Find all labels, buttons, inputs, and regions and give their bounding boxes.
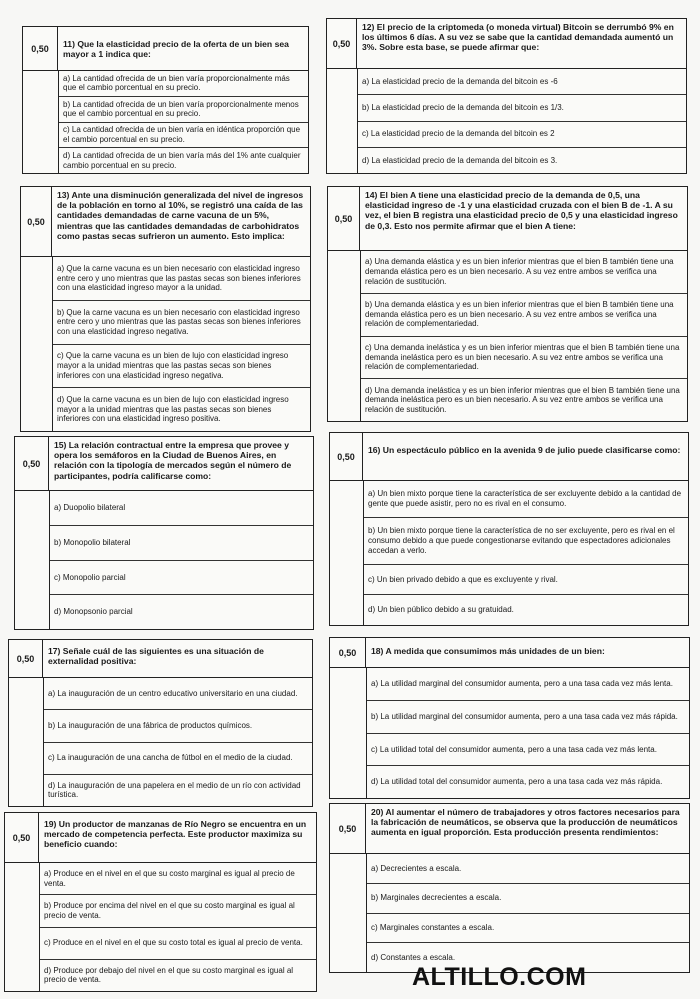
option-text: c) Marginales constantes a escala. bbox=[371, 923, 495, 933]
option-text: d) Produce por debajo del nivel en el que su costo marginal es igual al precio de venta. bbox=[44, 965, 294, 985]
question-text: 17) Señale cuál de las siguientes es una situación de externalidad positiva: bbox=[48, 646, 264, 667]
option-text: d) La elasticidad precio de la demanda del bitcoin es 3. bbox=[362, 155, 558, 165]
question-points: 0,50 bbox=[330, 433, 363, 480]
question-19 bbox=[4, 812, 317, 992]
option-d[interactable] bbox=[40, 959, 316, 991]
question-text: 20) Al aumentar el número de trabajadores y otros factores necesarios para la fabricación de neumáticos, se observa que la producción de neumáticos aumenta en igual proporción. Esta producción presenta rendimientos: bbox=[371, 807, 680, 838]
option-b[interactable] bbox=[59, 96, 308, 122]
option-a[interactable] bbox=[361, 251, 687, 293]
option-text: b) La utilidad marginal del consumidor aumenta, pero a una tasa cada vez más rápida. bbox=[371, 711, 678, 721]
option-text: c) La elasticidad precio de la demanda del bitcoin es 2 bbox=[362, 129, 555, 139]
option-text: b) Produce por encima del nivel en el que su costo marginal es igual al precio de venta. bbox=[44, 901, 295, 920]
option-b[interactable] bbox=[367, 883, 689, 913]
option-text: a) La inauguración de un centro educativo universitario en una ciudad. bbox=[48, 688, 298, 698]
option-b[interactable] bbox=[40, 894, 316, 926]
option-text: b) Marginales decrecientes a escala. bbox=[371, 893, 502, 903]
option-text: d) Monopsonio parcial bbox=[54, 607, 133, 617]
option-d[interactable] bbox=[367, 765, 689, 798]
option-text: c) Que la carne vacuna es un bien de lujo con elasticidad ingreso mayor a la unidad mientras que las pastas secas son bienes inferiores con una elasticidad ingreso negativa. bbox=[57, 351, 289, 380]
option-text: a) La cantidad ofrecida de un bien varía proporcionalmente más que el cambio porcentual en su precio. bbox=[63, 73, 290, 93]
option-text: a) La utilidad marginal del consumidor aumenta, pero a una tasa cada vez más lenta. bbox=[371, 679, 673, 689]
option-text: a) La elasticidad precio de la demanda del bitcoin es -6 bbox=[362, 76, 558, 86]
option-text: d) Constantes a escala. bbox=[371, 952, 456, 962]
option-text: a) Duopolio bilateral bbox=[54, 503, 126, 513]
option-text: d) Un bien público debido a su gratuidad. bbox=[368, 605, 514, 615]
option-d[interactable] bbox=[361, 378, 687, 421]
question-15 bbox=[14, 436, 314, 630]
question-text: 18) A medida que consumimos más unidades de un bien: bbox=[371, 646, 605, 656]
option-text: b) La elasticidad precio de la demanda del bitcoin es 1/3. bbox=[362, 103, 564, 113]
question-points: 0,50 bbox=[15, 437, 49, 490]
question-18 bbox=[329, 637, 690, 799]
option-text: b) La inauguración de una fábrica de productos químicos. bbox=[48, 721, 253, 731]
option-c[interactable] bbox=[40, 927, 316, 959]
question-text: 11) Que la elasticidad precio de la oferta de un bien sea mayor a 1 indica que: bbox=[63, 39, 289, 60]
option-text: c) La inauguración de una cancha de fútbol en el medio de la ciudad. bbox=[48, 753, 293, 763]
option-text: c) Produce en el nivel en el que su costo total es igual al precio de venta. bbox=[44, 938, 303, 948]
option-d[interactable] bbox=[44, 774, 312, 806]
option-c[interactable] bbox=[367, 913, 689, 943]
option-d[interactable] bbox=[59, 147, 308, 173]
question-text: 14) El bien A tiene una elasticidad precio de la demanda de 0,5, una elasticidad ingreso de -1 y una elasticidad cruzada con el bien B de -1. A su vez, el bien B registra una elasticidad precio de 0,5 y una elasticidad ingreso de 0,3. Esto nos permite afirmar que el bien A tiene: bbox=[365, 190, 678, 231]
option-text: c) Un bien privado debido a que es excluyente y rival. bbox=[368, 574, 558, 584]
option-text: a) Una demanda elástica y es un bien inferior mientras que el bien B también tiene una demanda elástica pero es un bien necesario. A su vez entre ambos se verifica una relación de sustitución. bbox=[365, 257, 674, 286]
option-text: d) La inauguración de una papelera en el medio de un río con actividad turística. bbox=[48, 780, 301, 800]
option-c[interactable] bbox=[53, 344, 310, 388]
option-d[interactable] bbox=[358, 147, 686, 173]
question-11 bbox=[22, 26, 309, 174]
option-text: b) Una demanda elástica y es un bien inferior mientras que el bien B también tiene una demanda elástica pero es un bien necesario. A su vez entre ambos se verifica una relación de complementariedad. bbox=[365, 300, 674, 329]
question-text: 13) Ante una disminución generalizada del nivel de ingresos de la población en torno al 10%, se registró una caída de las cantidades demandadas de carne vacuna de un 5%, mientras que las cantidades demandadas de carbohidratos como pastas secas sufrieron un aumento. Esto implica: bbox=[57, 190, 304, 241]
question-points: 0,50 bbox=[23, 27, 58, 70]
option-text: a) Decrecientes a escala. bbox=[371, 863, 462, 873]
question-17 bbox=[8, 639, 313, 807]
question-points: 0,50 bbox=[328, 187, 360, 250]
option-b[interactable] bbox=[364, 517, 688, 564]
question-points: 0,50 bbox=[327, 19, 357, 68]
option-b[interactable] bbox=[358, 94, 686, 120]
option-a[interactable] bbox=[364, 481, 688, 517]
option-a[interactable] bbox=[367, 668, 689, 700]
option-c[interactable] bbox=[367, 733, 689, 766]
option-a[interactable] bbox=[50, 491, 313, 525]
option-c[interactable] bbox=[361, 336, 687, 379]
question-13 bbox=[20, 186, 311, 432]
option-b[interactable] bbox=[44, 709, 312, 741]
option-a[interactable] bbox=[53, 257, 310, 300]
option-b[interactable] bbox=[50, 525, 313, 560]
question-text: 19) Un productor de manzanas de Río Negro se encuentra en un mercado de competencia perfecta. Este productor maximiza su beneficio cuando: bbox=[44, 819, 307, 850]
option-text: c) Una demanda inelástica y es un bien inferior mientras que el bien B también tiene una demanda inelástica pero es un bien necesario. A su vez entre ambos se verifica una relación de complementariedad. bbox=[365, 342, 680, 372]
option-c[interactable] bbox=[364, 564, 688, 595]
option-b[interactable] bbox=[53, 300, 310, 344]
option-text: a) Que la carne vacuna es un bien necesario con elasticidad ingreso entre cero y uno mientras que las pastas secas son bienes inferiores con una elasticidad ingreso mayor a la unidad. bbox=[57, 263, 301, 293]
option-c[interactable] bbox=[44, 742, 312, 774]
question-points: 0,50 bbox=[330, 638, 366, 667]
watermark: ALTILLO.COM bbox=[412, 963, 587, 991]
question-12 bbox=[326, 18, 687, 174]
option-text: c) La utilidad total del consumidor aumenta, pero a una tasa cada vez más lenta. bbox=[371, 744, 657, 754]
question-text: 12) El precio de la criptomeda (o moneda virtual) Bitcoin se derrumbó 9% en los últimos 6 días. A su vez se sabe que la cantidad demandada aumentó un 3%. Sobre esta base, se puede afirmar que: bbox=[362, 22, 674, 53]
option-text: d) La cantidad ofrecida de un bien varía más del 1% ante cualquier cambio porcentual en su precio. bbox=[63, 151, 301, 170]
option-text: b) Monopolio bilateral bbox=[54, 537, 131, 547]
option-text: a) Un bien mixto porque tiene la característica de ser excluyente debido a la cantidad de gente que puede asistir, pero no es rival en el consumo. bbox=[368, 489, 682, 509]
question-points: 0,50 bbox=[5, 813, 39, 862]
question-20 bbox=[329, 803, 690, 973]
question-points: 0,50 bbox=[9, 640, 43, 677]
option-d[interactable] bbox=[50, 594, 313, 629]
option-a[interactable] bbox=[40, 863, 316, 894]
option-d[interactable] bbox=[53, 387, 310, 431]
option-a[interactable] bbox=[59, 71, 308, 96]
question-16 bbox=[329, 432, 689, 626]
option-text: b) Que la carne vacuna es un bien necesario con elasticidad ingreso entre cero y uno mientras que las pastas secas son bienes inferiores con una elasticidad ingreso negativa. bbox=[57, 307, 301, 336]
question-text: 16) Un espectáculo público en la avenida 9 de julio puede clasificarse como: bbox=[368, 445, 681, 455]
question-points: 0,50 bbox=[21, 187, 52, 256]
option-a[interactable] bbox=[44, 678, 312, 709]
option-c[interactable] bbox=[358, 121, 686, 147]
option-text: b) Un bien mixto porque tiene la característica de no ser excluyente, pero es rival en el consumo debido a que puede congestionarse evitando que espectadores adicionales accedan a verlo. bbox=[368, 526, 675, 555]
question-14 bbox=[327, 186, 688, 422]
option-text: c) La cantidad ofrecida de un bien varía en idéntica proporción que el cambio porcentual en su precio. bbox=[63, 125, 301, 144]
option-a[interactable] bbox=[358, 69, 686, 94]
option-text: a) Produce en el nivel en el que su costo marginal es igual al precio de venta. bbox=[44, 869, 295, 888]
option-c[interactable] bbox=[59, 122, 308, 148]
question-text: 15) La relación contractual entre la empresa que provee y opera los semáforos en la Ciudad de Buenos Aires, en relación con la tipología de mercados según el número de participantes, podría calificarse como: bbox=[54, 440, 292, 481]
question-points: 0,50 bbox=[330, 804, 366, 853]
option-c[interactable] bbox=[50, 560, 313, 595]
option-text: b) La cantidad ofrecida de un bien varía proporcionalmente menos que el cambio porcentual en su precio. bbox=[63, 99, 299, 119]
option-text: c) Monopolio parcial bbox=[54, 572, 126, 582]
option-b[interactable] bbox=[367, 700, 689, 733]
option-text: d) Que la carne vacuna es un bien de lujo con elasticidad ingreso mayor a la unidad mientras que las pastas secas son bienes inferiores con una elasticidad ingreso positiva. bbox=[57, 395, 289, 424]
option-d[interactable] bbox=[364, 594, 688, 625]
option-text: d) La utilidad total del consumidor aumenta, pero a una tasa cada vez más rápida. bbox=[371, 777, 663, 787]
option-text: d) Una demanda inelástica y es un bien inferior mientras que el bien B también tiene una demanda inelástica pero es un bien necesario. A su vez entre ambos se verifica una relación de sustitución. bbox=[365, 385, 680, 414]
option-b[interactable] bbox=[361, 293, 687, 336]
option-a[interactable] bbox=[367, 854, 689, 883]
